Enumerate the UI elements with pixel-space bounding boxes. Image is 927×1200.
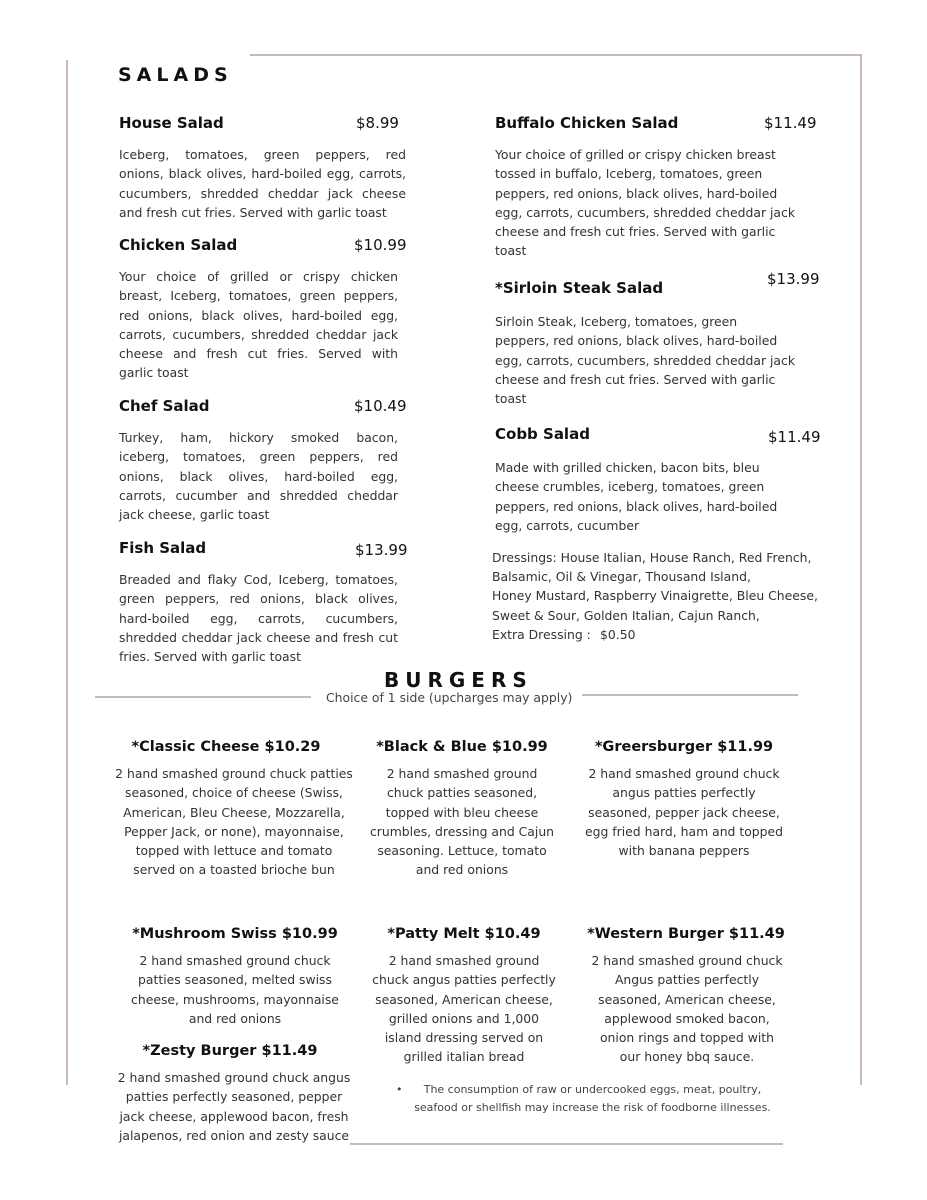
notice-text: The consumption of raw or undercooked eggs, meat, poultry, seafood or shellfish may increase the risk of foodborne illnesses.: [414, 1083, 771, 1114]
salad-price-sirloin-steak: $13.99: [767, 270, 820, 288]
salad-name-buffalo-chicken: Buffalo Chicken Salad: [495, 114, 679, 132]
salad-name-house: House Salad: [119, 114, 224, 132]
salad-name-sirloin-steak: *Sirloin Steak Salad: [495, 279, 664, 297]
burger-desc-black-and-blue: 2 hand smashed ground chuck patties seasoned, topped with bleu cheese crumbles, dressing and Cajun seasoning. Lettuce, tomato and red onions: [369, 766, 555, 878]
salad-price-house: $8.99: [356, 114, 399, 132]
burger-desc-mushroom-swiss: 2 hand smashed ground chuck patties seasoned, melted swiss cheese, mushrooms, mayonnaise and red onions: [131, 953, 339, 1026]
salad-name-cobb: Cobb Salad: [495, 425, 590, 443]
salad-desc-chicken: Your choice of grilled or crispy chicken breast, Iceberg, tomatoes, green peppers, red onions, black olives, hard-boiled egg, carrots, cucumbers, shredded cheddar jack cheese and fresh cut fries. Served with garlic toast: [119, 269, 398, 381]
salad-price-fish: $13.99: [355, 541, 408, 559]
burgers-subtitle: Choice of 1 side (upcharges may apply): [326, 690, 573, 705]
burger-name-greersburger: *Greersburger $11.99: [594, 739, 774, 755]
dressings-line-2: Balsamic, Oil & Vinegar, Thousand Island,: [492, 569, 751, 584]
burger-name-zesty: *Zesty Burger $11.49: [142, 1043, 318, 1059]
burger-desc-zesty: 2 hand smashed ground chuck angus patties perfectly seasoned, pepper jack cheese, applewood bacon, fresh jalapenos, red onion and zesty sauce: [117, 1070, 351, 1143]
salad-desc-sirloin-steak: Sirloin Steak, Iceberg, tomatoes, green peppers, red onions, black olives, hard-boiled egg, carrots, cucumbers, shredded cheddar jack cheese and fresh cut fries. Served with garlic toast: [495, 314, 796, 407]
burger-name-classic-cheese: *Classic Cheese $10.29: [131, 739, 321, 755]
burgers-divider-left: [95, 696, 311, 698]
salad-name-chicken: Chicken Salad: [119, 236, 238, 254]
burgers-title: BURGERS: [384, 668, 533, 692]
burger-name-western: *Western Burger $11.49: [587, 926, 785, 942]
dressings-line-4: Sweet & Sour, Golden Italian, Cajun Ranch,: [492, 608, 760, 623]
frame-top-line: [250, 54, 862, 56]
salad-price-buffalo-chicken: $11.49: [764, 114, 817, 132]
salad-desc-house: Iceberg, tomatoes, green peppers, red onions, black olives, hard-boiled egg, carrots, cucumbers, shredded cheddar jack cheese and fresh cut fries. Served with garlic toast: [119, 147, 406, 220]
extra-dressing-price: $0.50: [600, 627, 636, 642]
salad-price-chicken: $10.99: [354, 236, 407, 254]
burger-desc-greersburger: 2 hand smashed ground chuck angus patties perfectly seasoned, pepper jack cheese, egg fried hard, ham and topped with banana peppers: [584, 766, 784, 859]
frame-bottom-line: [350, 1143, 783, 1145]
salads-title: SALADS: [118, 64, 233, 86]
burgers-divider-right: [582, 694, 798, 696]
dressings-line-1: Dressings: House Italian, House Ranch, Red French,: [492, 550, 812, 565]
burger-name-patty-melt: *Patty Melt $10.49: [387, 926, 541, 942]
salad-desc-cobb: Made with grilled chicken, bacon bits, bleu cheese crumbles, iceberg, tomatoes, green peppers, red onions, black olives, hard-boiled egg, carrots, cucumber: [495, 460, 778, 533]
salad-price-cobb: $11.49: [768, 428, 821, 446]
dressings-line-3: Honey Mustard, Raspberry Vinaigrette, Bleu Cheese,: [492, 588, 818, 603]
frame-left-line: [66, 60, 68, 1085]
extra-dressing-label: Extra Dressing :: [492, 627, 591, 642]
frame-right-line: [860, 55, 862, 1085]
notice-bullet-icon: •: [396, 1083, 403, 1096]
burger-name-mushroom-swiss: *Mushroom Swiss $10.99: [132, 926, 338, 942]
salad-name-chef: Chef Salad: [119, 397, 210, 415]
burger-desc-patty-melt: 2 hand smashed ground chuck angus patties perfectly seasoned, American cheese, grilled onions and 1,000 island dressing served on grilled italian bread: [372, 953, 556, 1065]
burger-desc-western: 2 hand smashed ground chuck Angus patties perfectly seasoned, American cheese, applewood smoked bacon, onion rings and topped with our honey bbq sauce.: [591, 953, 783, 1065]
salad-desc-buffalo-chicken: Your choice of grilled or crispy chicken breast tossed in buffalo, Iceberg, tomatoes, green peppers, red onions, black olives, hard-boiled egg, carrots, cucumbers, shredded cheddar jack cheese and fresh cut fries. Served with garlic toast: [495, 147, 796, 259]
salad-price-chef: $10.49: [354, 397, 407, 415]
salad-desc-chef: Turkey, ham, hickory smoked bacon, iceberg, tomatoes, green peppers, red onions, black olives, hard-boiled egg, carrots, cucumber and shredded cheddar jack cheese, garlic toast: [119, 430, 398, 523]
burger-name-black-and-blue: *Black & Blue $10.99: [376, 739, 548, 755]
salad-desc-fish: Breaded and flaky Cod, Iceberg, tomatoes, green peppers, red onions, black olives, hard-boiled egg, carrots, cucumbers, shredded cheddar jack cheese and fresh cut fries. Served with garlic toast: [119, 572, 398, 665]
burger-desc-classic-cheese: 2 hand smashed ground chuck patties seasoned, choice of cheese (Swiss, American, Bleu Cheese, Mozzarella, Pepper Jack, or none), mayonnaise, topped with lettuce and tomato served on a toasted brioche bun: [115, 766, 353, 878]
salad-name-fish: Fish Salad: [119, 539, 207, 557]
